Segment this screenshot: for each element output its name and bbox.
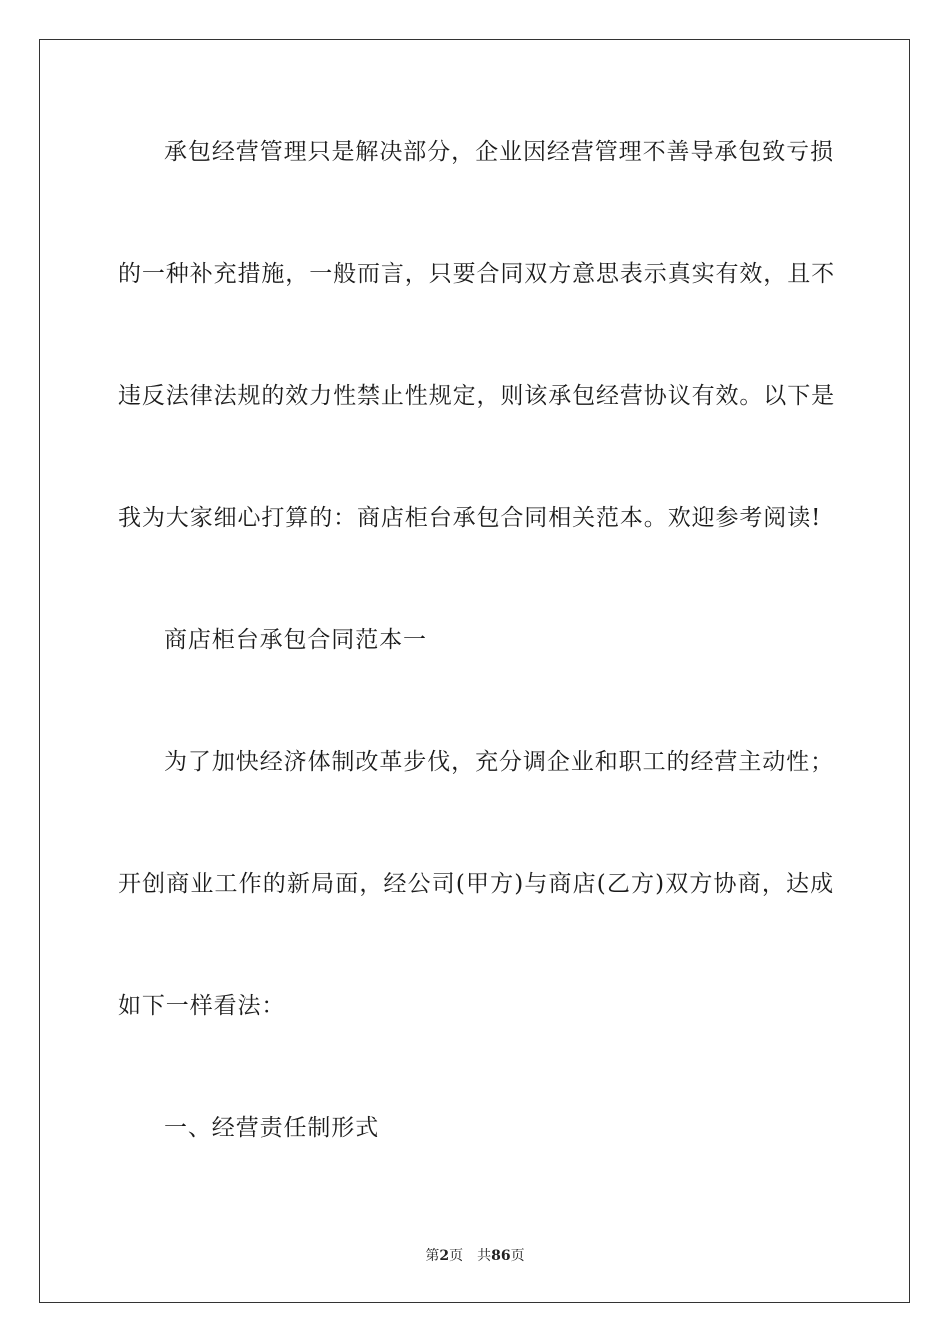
page-total: 86 (491, 1248, 511, 1264)
page-current: 2 (439, 1248, 450, 1264)
paragraph-line-4: 我为大家细心打算的：商店柜台承包合同相关范本。欢迎参考阅读! (118, 505, 822, 531)
paragraph-line-7: 开创商业工作的新局面，经公司(甲方)与商店(乙方)双方协商，达成 (118, 871, 834, 897)
section-title: 商店柜台承包合同范本一 (164, 627, 427, 653)
page-footer (0, 1246, 950, 1266)
total-prefix: 共 (477, 1248, 492, 1264)
page-unit: 页 (449, 1248, 464, 1264)
paragraph-line-6: 为了加快经济体制改革步伐，充分调企业和职工的经营主动性； (164, 749, 834, 775)
page-prefix: 第 (425, 1248, 440, 1264)
paragraph-line-3: 违反法律法规的效力性禁止性规定，则该承包经营协议有效。以下是 (118, 383, 835, 409)
total-unit: 页 (510, 1248, 525, 1264)
paragraph-line-1: 承包经营管理只是解决部分，企业因经营管理不善导承包致亏损 (164, 139, 834, 165)
subsection-heading: 一、经营责任制形式 (164, 1115, 380, 1141)
paragraph-line-2: 的一种补充措施，一般而言，只要合同双方意思表示真实有效，且不 (118, 261, 835, 287)
paragraph-line-8: 如下一样看法： (118, 993, 286, 1019)
